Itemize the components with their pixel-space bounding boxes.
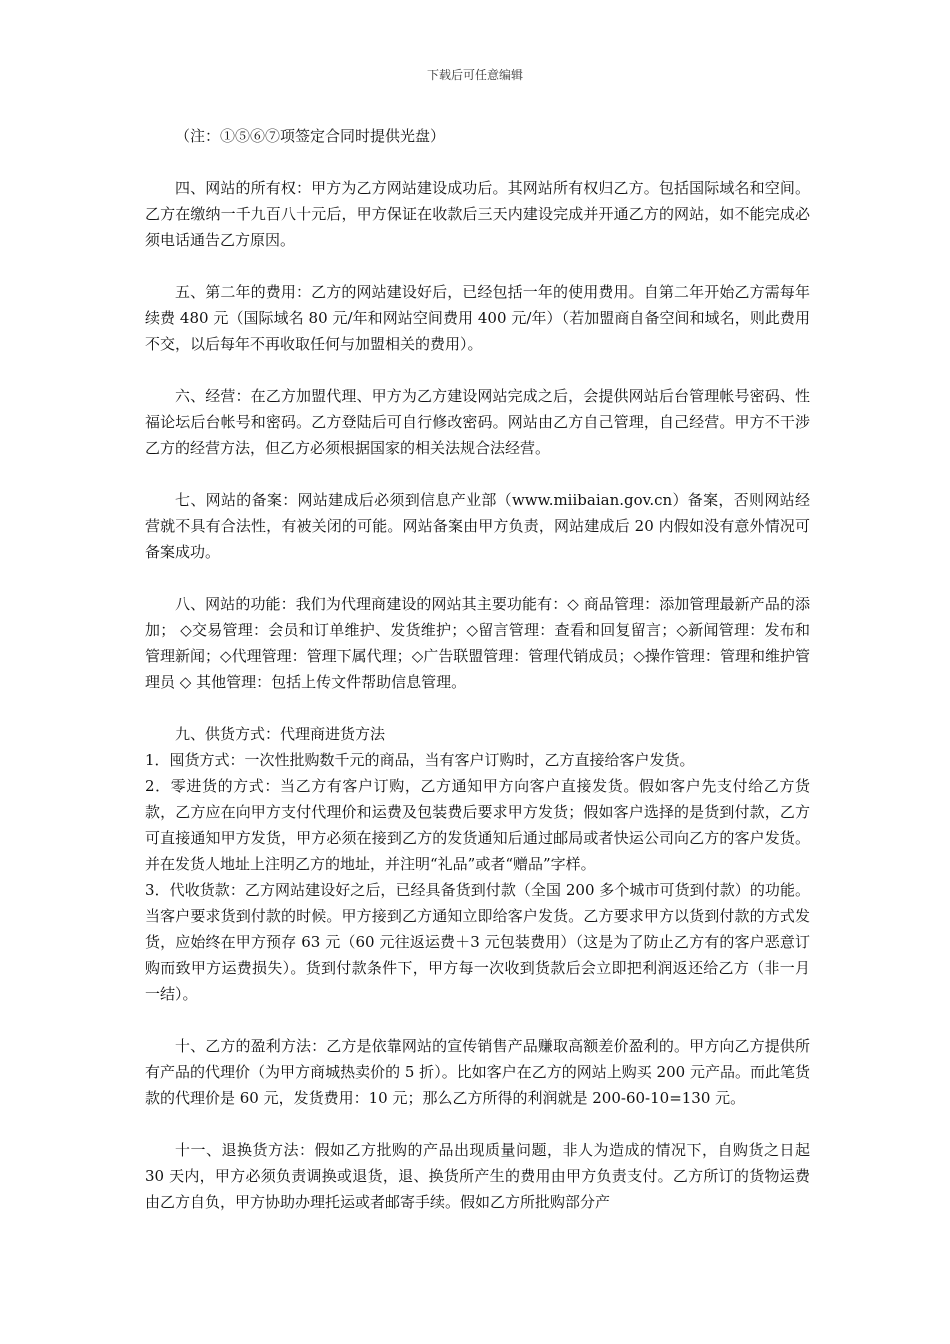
section-10-profit: 十、乙方的盈利方法：乙方是依靠网站的宣传销售产品赚取高额差价盈利的。甲方向乙方提供所有产品的代理价（为甲方商城热卖价的 5 折）。比如客户在乙方的网站上购买 200 元产品。而此笔货款的代理价是 60 元，发货费用：10 元；那么乙方所得的利润就是 200-60-10=130 元。 xyxy=(145,1037,810,1107)
section-9-item: 1．囤货方式：一次性批购数千元的商品，当有客户订购时，乙方直接给客户发货。 xyxy=(145,751,695,769)
section-11-returns: 十一、退换货方法：假如乙方批购的产品出现质量问题，非人为造成的情况下，自购货之日起 30 天内，甲方必须负责调换或退货，退、换货所产生的费用由甲方负责支付。乙方所订的货物运费由乙方自负，甲方协助办理托运或者邮寄手续。假如乙方所批购部分产 xyxy=(145,1141,810,1211)
section-9-item: 2．零进货的方式：当乙方有客户订购，乙方通知甲方向客户直接发货。假如客户先支付给乙方货款，乙方应在向甲方支付代理价和运费及包装费后要求甲方发货；假如客户选择的是货到付款，乙方可直接通知甲方发货，甲方必须在接到乙方的发货通知后通过邮局或者快运公司向乙方的客户发货。并在发货人地址上注明乙方的地址，并注明“礼品”或者“赠品”字样。 xyxy=(145,777,810,873)
section-5-fees: 五、第二年的费用：乙方的网站建设好后，已经包括一年的使用费用。自第二年开始乙方需每年续费 480 元（国际域名 80 元/年和网站空间费用 400 元/年）（若加盟商自备空间和域名，则此费用不交，以后每年不再收取任何与加盟相关的费用）。 xyxy=(145,283,810,353)
section-9-item: 3．代收货款：乙方网站建设好之后，已经具备货到付款（全国 200 多个城市可货到付款）的功能。当客户要求货到付款的时候。甲方接到乙方通知立即给客户发货。乙方要求甲方以货到付款的方式发货，应始终在甲方预存 63 元（60 元往返运费＋3 元包装费用）（这是为了防止乙方有的客户恶意订购而致甲方运费损失）。货到付款条件下，甲方每一次收到货款后会立即把利润返还给乙方（非一月一结）。 xyxy=(145,881,810,1003)
section-7-filing: 七、网站的备案：网站建成后必须到信息产业部（www.miibaian.gov.cn）备案，否则网站经营就不具有合法性，有被关闭的可能。网站备案由甲方负责，网站建成后 20 内假如没有意外情况可备案成功。 xyxy=(145,491,810,561)
section-6-operation: 六、经营：在乙方加盟代理、甲方为乙方建设网站完成之后，会提供网站后台管理帐号密码、性福论坛后台帐号和密码。乙方登陆后可自行修改密码。网站由乙方自己管理，自己经营。甲方不干涉乙方的经营方法，但乙方必须根据国家的相关法规合法经营。 xyxy=(145,387,810,457)
section-9-supply xyxy=(145,721,810,1007)
note-paragraph: （注：①⑤⑥⑦项签定合同时提供光盘） xyxy=(175,127,446,145)
section-4-ownership: 四、网站的所有权：甲方为乙方网站建设成功后。其网站所有权归乙方。包括国际域名和空间。乙方在缴纳一千九百八十元后，甲方保证在收款后三天内建设完成并开通乙方的网站，如不能完成必须电话通告乙方原因。 xyxy=(145,179,810,249)
document-body xyxy=(145,123,810,1241)
section-9-title: 九、供货方式：代理商进货方法 xyxy=(175,725,386,743)
page-header: 下载后可任意编辑 xyxy=(426,68,523,82)
section-8-functions: 八、网站的功能：我们为代理商建设的网站其主要功能有：◇ 商品管理：添加管理最新产品的添加； ◇交易管理：会员和订单维护、发货维护；◇留言管理：查看和回复留言；◇新闻管理：发布和管理新闻；◇代理管理：管理下属代理；◇广告联盟管理：管理代销成员；◇操作管理：管理和维护管理员 ◇ 其他管理：包括上传文件帮助信息管理。 xyxy=(145,595,810,691)
